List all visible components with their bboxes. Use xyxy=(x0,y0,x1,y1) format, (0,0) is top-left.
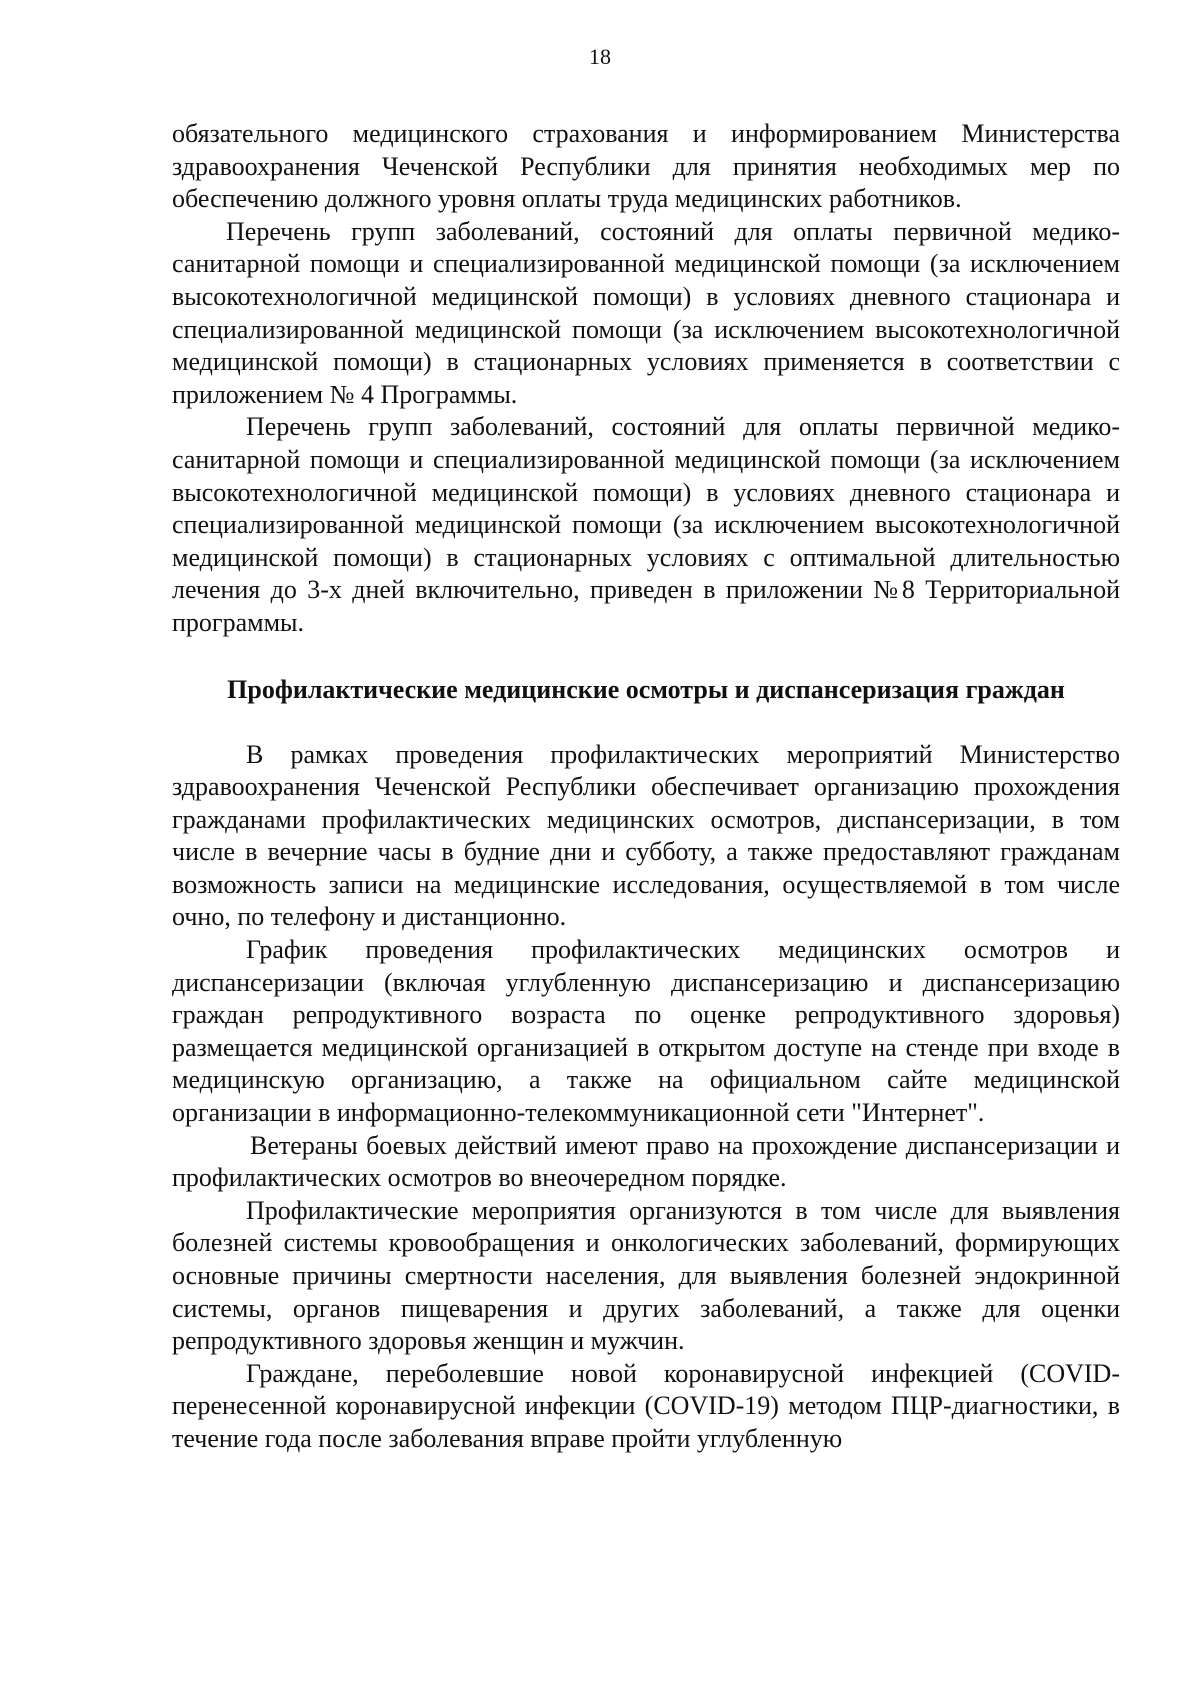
paragraph-veterans: Ветераны боевых действий имеют право на прохождение диспансеризации и профилактических осмотров во внеочередном порядке. xyxy=(172,1130,1120,1193)
paragraph-covid: Граждане, переболевшие новой коронавирусной инфекцией (COVID-перенесенной коронавирусной инфекции (COVID-19) методом ПЦР-диагностики, в течение года после заболевания вправе пройти углубленную xyxy=(172,1358,1120,1453)
paragraph-continuation: обязательного медицинского страхования и информированием Министерства здравоохранения Чеченской Республики для принятия необходимых мер по обеспечению должного уровня оплаты труда медицинских работников. xyxy=(172,119,1120,214)
page-number: 18 xyxy=(589,44,611,69)
paragraph-disease-groups: Перечень групп заболеваний, состояний для оплаты первичной медико-санитарной помощи и специализированной медицинской помощи (за исключением высокотехнологичной медицинской помощи) в условиях дневного стационара и специализированной медицинской помощи (за исключением высокотехнологичной медицинской помощи) в стационарных условиях применяется в соответствии с приложением № 4 Программы. xyxy=(172,216,1120,409)
document-body xyxy=(172,118,1120,1456)
paragraph-schedule: График проведения профилактических медицинских осмотров и диспансеризации (включая углубленную диспансеризацию и диспансеризацию граждан репродуктивного возраста по оценке репродуктивного здоровья) размещается медицинской организацией в открытом доступе на стенде при входе в медицинскую организацию, а также на официальном сайте медицинской организации в информационно-телекоммуникационной сети "Интернет". xyxy=(172,935,1120,1128)
paragraph-preventive-goals: Профилактические мероприятия организуются в том числе для выявления болезней системы кровообращения и онкологических заболеваний, формирующих основные причины смертности населения, для выявления болезней эндокринной системы, органов пищеварения и других заболеваний, а также для оценки репродуктивного здоровья женщин и мужчин. xyxy=(172,1195,1120,1356)
paragraph-disease-groups-short-stay: Перечень групп заболеваний, состояний для оплаты первичной медико-санитарной помощи и специализированной медицинской помощи (за исключением высокотехнологичной медицинской помощи) в условиях дневного стационара и специализированной медицинской помощи (за исключением высокотехнологичной медицинской помощи) в стационарных условиях с оптимальной длительностью лечения до 3-х дней включительно, приведен в приложении №8 Территориальной программы. xyxy=(172,412,1120,637)
section-heading: Профилактические медицинские осмотры и диспансеризация граждан xyxy=(227,674,1065,704)
paragraph-preventive-measures: В рамках проведения профилактических мероприятий Министерство здравоохранения Чеченской Республики обеспечивает организацию прохождения гражданами профилактических медицинских осмотров, диспансеризации, в том числе в вечерние часы в будние дни и субботу, а также предоставляют гражданам возможность записи на медицинские исследования, осуществляемой в том числе очно, по телефону и дистанционно. xyxy=(172,739,1120,932)
